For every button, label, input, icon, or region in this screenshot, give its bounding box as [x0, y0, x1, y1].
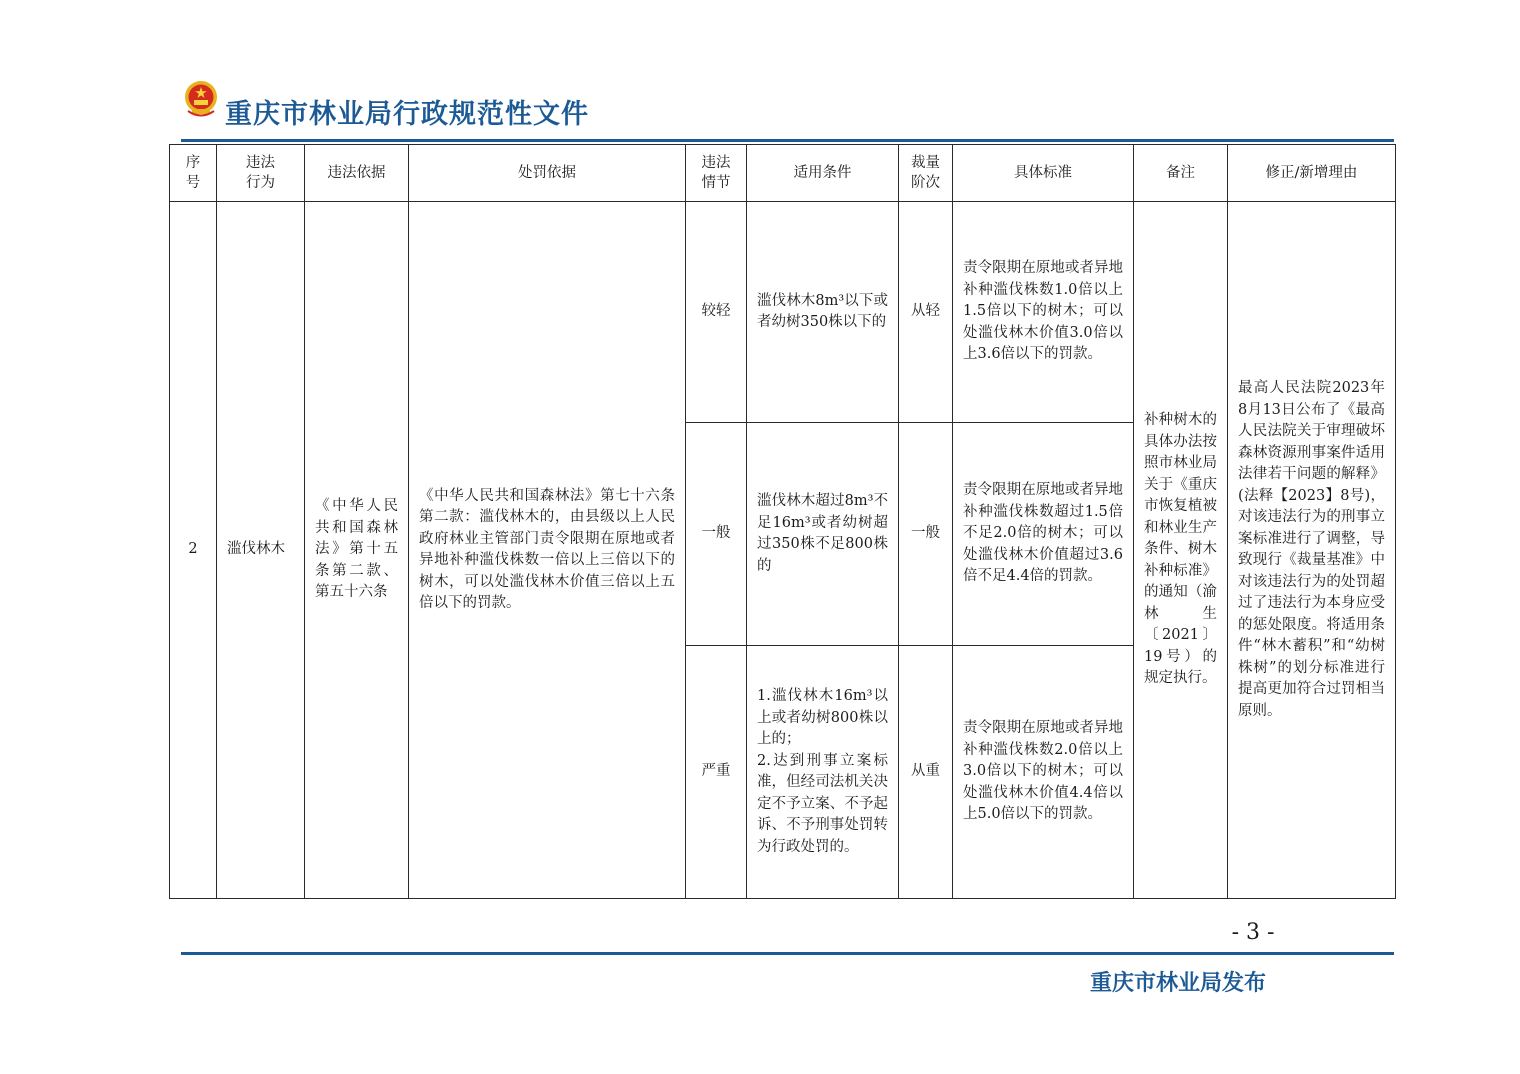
column-header-no: 序 号: [170, 145, 217, 202]
grade-heavy: 从重: [899, 646, 953, 899]
table-row: [170, 202, 1396, 423]
column-header-legal-basis: 违法依据: [305, 145, 409, 202]
footer-divider: [181, 952, 1394, 955]
header-title: 重庆市林业局行政规范性文件: [225, 99, 589, 130]
national-emblem-icon: [183, 80, 219, 118]
circumstance-severe: 严重: [686, 646, 747, 899]
header-divider: [181, 139, 1394, 142]
column-header-penalty-basis: 处罚依据: [409, 145, 686, 202]
penalty-basis: 《中华人民共和国森林法》第七十六条第二款：滥伐林木的，由县级以上人民政府林业主管部门责令限期在原地或者异地补种滥伐株数一倍以上三倍以下的树木，可以处滥伐林木价值三倍以上五倍以下的罚款。: [409, 202, 686, 899]
condition-severe: 1.滥伐林木16m³以上或者幼树800株以上的； 2.达到刑事立案标准，但经司法机关决定不予立案、不予起诉、不予刑事处罚转为行政处罚的。: [747, 646, 899, 899]
document-header: [181, 78, 1394, 144]
column-header-revision-reason: 修正/新增理由: [1228, 145, 1396, 202]
row-number: 2: [170, 202, 217, 899]
column-header-condition: 适用条件: [747, 145, 899, 202]
condition-minor: 滥伐林木8m³以下或者幼树350株以下的: [747, 202, 899, 423]
standard-general: 责令限期在原地或者异地补种滥伐株数超过1.5倍不足2.0倍的树木；可以处滥伐林木价值超过3.6倍不足4.4倍的罚款。: [953, 423, 1134, 646]
revision-reason: 最高人民法院2023年8月13日公布了《最高人民法院关于审理破坏森林资源刑事案件适用法律若干问题的解释》(法释【2023】8号)，对该违法行为的刑事立案标准进行了调整，导致现行《裁量基准》中对该违法行为的处罚超过了违法行为本身应受的惩处限度。将适用条件“林木蓄积”和“幼树株树”的划分标准进行提高更加符合过罚相当原则。: [1228, 202, 1396, 899]
legal-basis: 《中华人民共和国森林法》第十五条第二款、第五十六条: [305, 202, 409, 899]
column-header-behavior: 违法 行为: [217, 145, 305, 202]
column-header-standard: 具体标准: [953, 145, 1134, 202]
discretion-standards-table: [169, 144, 1396, 899]
grade-lenient: 从轻: [899, 202, 953, 423]
remark: 补种树木的具体办法按照市林业局关于《重庆市恢复植被和林业生产条件、树木补种标准》的通知（渝林生〔2021〕19号）的规定执行。: [1134, 202, 1228, 899]
standard-minor: 责令限期在原地或者异地补种滥伐株数1.0倍以上1.5倍以下的树木；可以处滥伐林木价值3.0倍以上3.6倍以下的罚款。: [953, 202, 1134, 423]
column-header-circumstance: 违法 情节: [686, 145, 747, 202]
grade-general: 一般: [899, 423, 953, 646]
standard-severe: 责令限期在原地或者异地补种滥伐株数2.0倍以上3.0倍以下的树木；可以处滥伐林木价值4.4倍以上5.0倍以下的罚款。: [953, 646, 1134, 899]
circumstance-general: 一般: [686, 423, 747, 646]
violation-behavior: 滥伐林木: [217, 202, 305, 899]
condition-general: 滥伐林木超过8m³不足16m³或者幼树超过350株不足800株的: [747, 423, 899, 646]
page-number: - 3 -: [1231, 920, 1275, 945]
publisher-footer: 重庆市林业局发布: [1090, 971, 1267, 996]
column-header-remark: 备注: [1134, 145, 1228, 202]
circumstance-minor: 较轻: [686, 202, 747, 423]
column-header-grade: 裁量 阶次: [899, 145, 953, 202]
table-header-row: [170, 145, 1396, 202]
